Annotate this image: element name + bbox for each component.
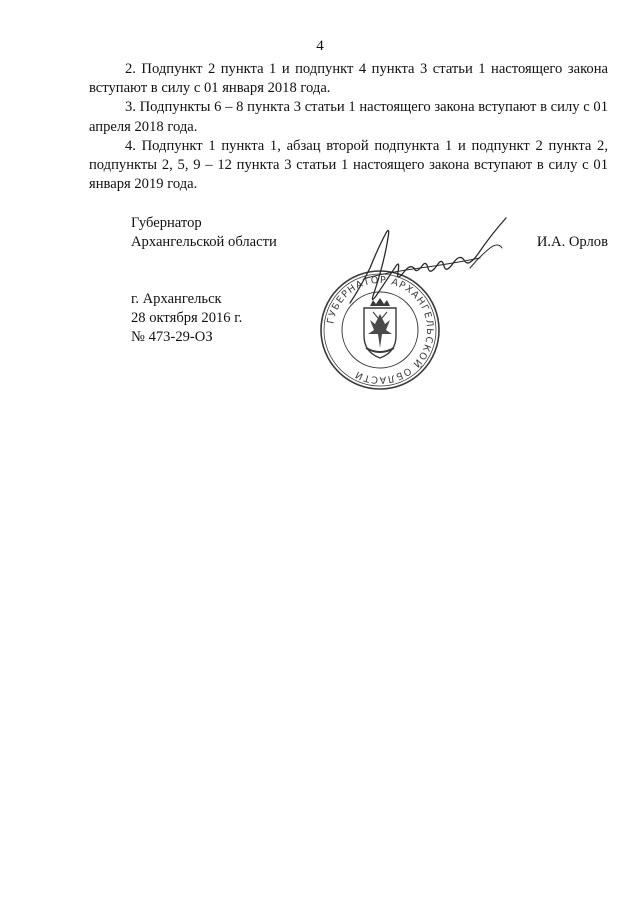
paragraph-4: 4. Подпункт 1 пункта 1, абзац второй подпункта 1 и подпункт 2 пункта 2, подпункты 2, 5, 9 – 12 пункта 3 статьи 1 настоящего закона вступают в силу с 01 января 2019 года. (89, 137, 608, 193)
body-text (89, 60, 608, 194)
seal-text: ГУБЕРНАТОР АРХАНГЕЛЬСКОЙ ОБЛАСТИ (325, 274, 436, 386)
signatory-title-line1: Губернатор (131, 215, 202, 231)
place-date-number (131, 290, 242, 348)
signatory-title-line2: Архангельской области (131, 234, 277, 251)
signatory-name: И.А. Орлов (536, 234, 608, 251)
law-number: № 473-29-ОЗ (131, 329, 213, 346)
place-city: г. Архангельск (131, 291, 222, 307)
paragraph-3: 3. Подпункты 6 – 8 пункта 3 статьи 1 настоящего закона вступают в силу с 01 апреля 2018 года. (89, 99, 608, 135)
paragraph-2: 2. Подпункт 2 пункта 1 и подпункт 4 пункта 3 статьи 1 настоящего закона вступают в силу с 01 января 2018 года. (89, 61, 608, 97)
law-date: 28 октября 2016 г. (131, 310, 243, 327)
page-number: 4 (316, 38, 324, 54)
handwritten-signature-icon (330, 208, 530, 318)
